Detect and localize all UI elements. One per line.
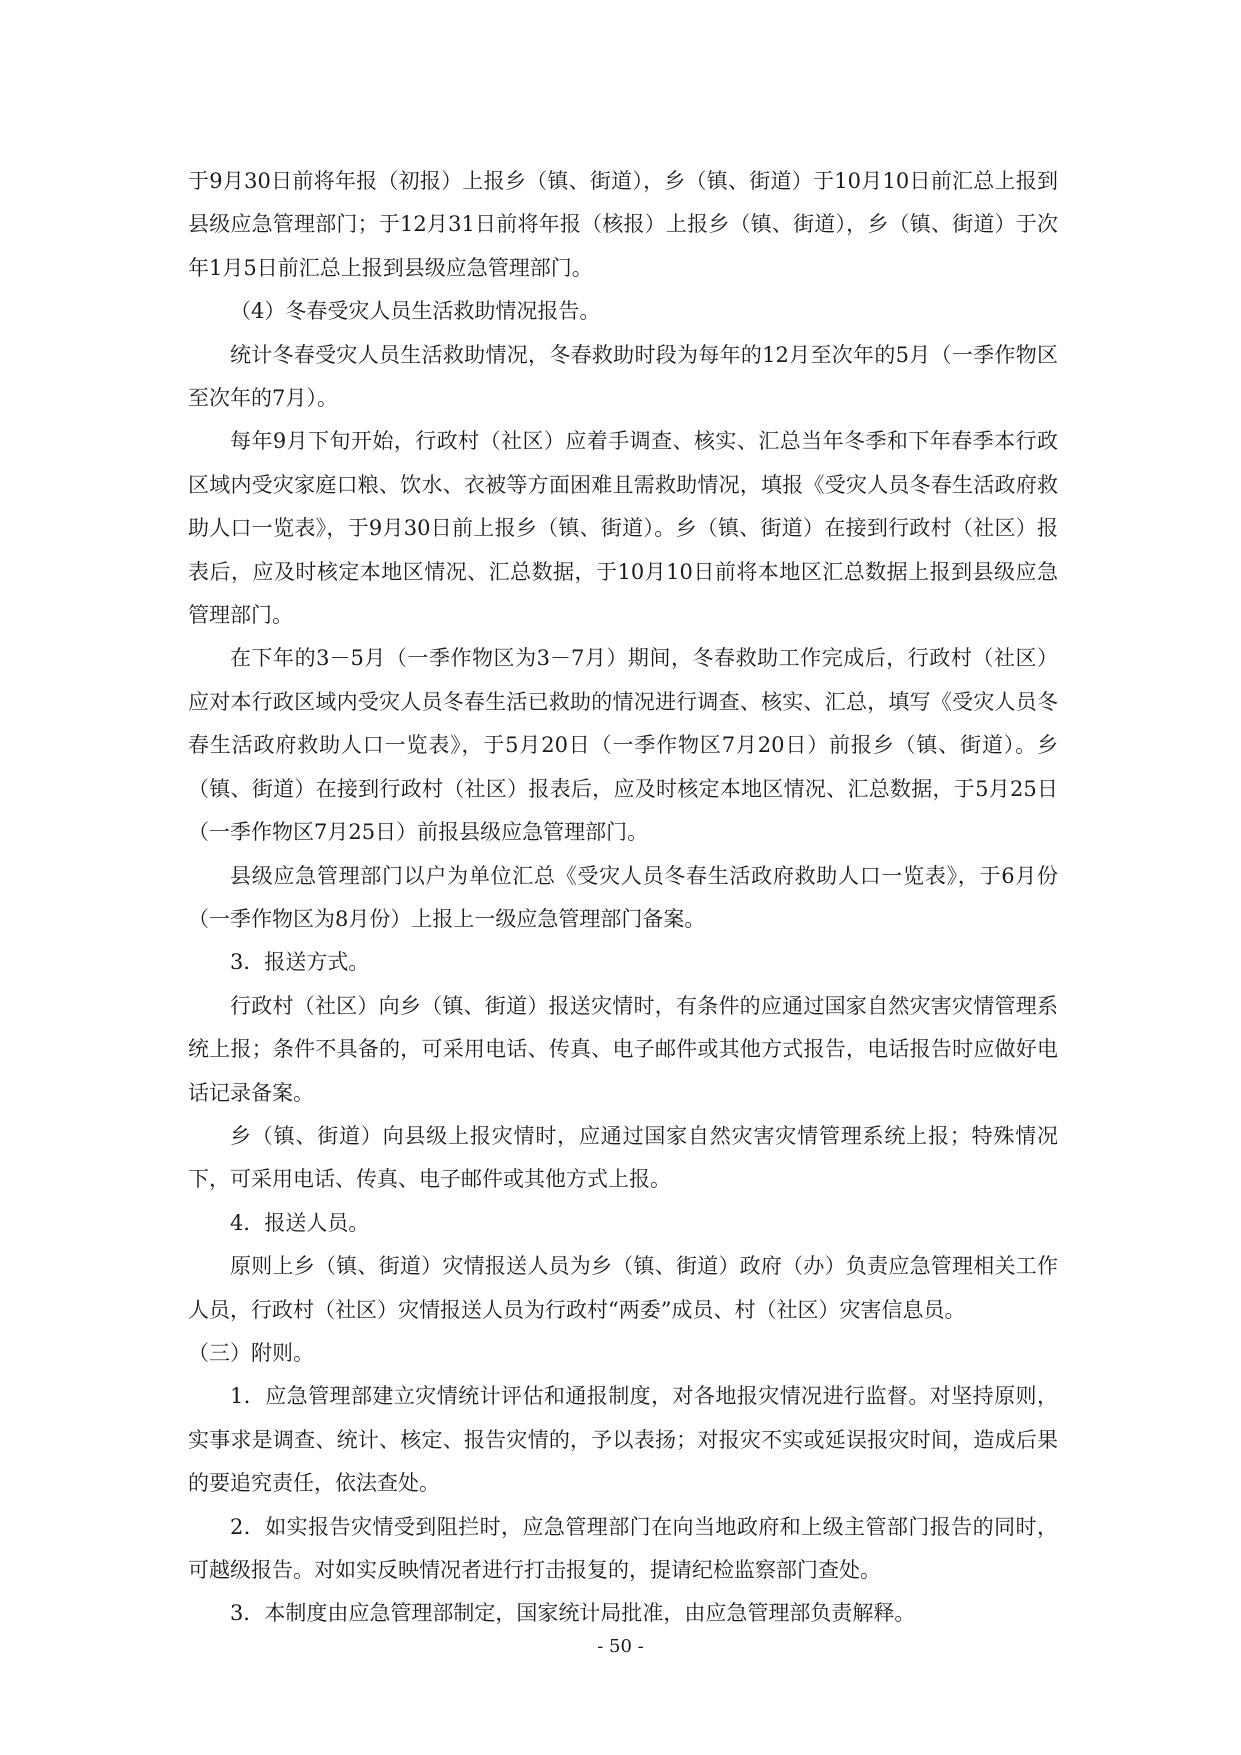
paragraph-1: 于9月30日前将年报（初报）上报乡（镇、街道），乡（镇、街道）于10月10日前汇总上报到县级应急管理部门；于12月31日前将年报（核报）上报乡（镇、街道），乡（镇、街道）于次年1月5日前汇总上报到县级应急管理部门。 <box>188 169 1058 280</box>
paragraph-13: 1．应急管理部建立灾情统计评估和通报制度，对各地报灾情况进行监督。对坚持原则，实事求是调查、统计、核定、报告灾情的，予以表扬；对报灾不实或延误报灾时间，造成后果的要追究责任，依法查处。 <box>188 1384 1058 1496</box>
paragraph-11: 原则上乡（镇、街道）灾情报送人员为乡（镇、街道）政府（办）负责应急管理相关工作人员，行政村（社区）灾情报送人员为行政村“两委”成员、村（社区）灾害信息员。 <box>188 1254 1058 1322</box>
body-text <box>188 160 1058 1636</box>
paragraph-8: 行政村（社区）向乡（镇、街道）报送灾情时，有条件的应通过国家自然灾害灾情管理系统上报；条件不具备的，可采用电话、传真、电子邮件或其他方式报告，电话报告时应做好电话记录备案。 <box>188 993 1058 1105</box>
paragraph-3: 统计冬春受灾人员生活救助情况，冬春救助时段为每年的12月至次年的5月（一季作物区至次年的7月）。 <box>188 342 1058 411</box>
paragraph-15: 3．本制度由应急管理部制定，国家统计局批准，由应急管理部负责解释。 <box>230 1601 916 1626</box>
paragraph-2: （4）冬春受灾人员生活救助情况报告。 <box>230 299 601 324</box>
section-heading-reporting-method: 3．报送方式。 <box>230 950 370 975</box>
paragraph-14: 2．如实报告灾情受到阻拦时，应急管理部门在向当地政府和上级主管部门报告的同时，可越级报告。对如实反映情况者进行打击报复的，提请纪检监察部门查处。 <box>188 1514 1058 1582</box>
page-number: - 50 - <box>597 1636 644 1657</box>
paragraph-4: 每年9月下旬开始，行政村（社区）应着手调查、核实、汇总当年冬季和下年春季本行政区域内受灾家庭口粮、饮水、衣被等方面困难且需救助情况，填报《受灾人员冬春生活政府救助人口一览表》，于9月30日前上报乡（镇、街道）。乡（镇、街道）在接到行政村（社区）报表后，应及时核定本地区情况、汇总数据，于10月10日前将本地区汇总数据上报到县级应急管理部门。 <box>188 429 1058 628</box>
section-heading-reporting-personnel: 4．报送人员。 <box>230 1210 370 1235</box>
paragraph-9: 乡（镇、街道）向县级上报灾情时，应通过国家自然灾害灾情管理系统上报；特殊情况下，可采用电话、传真、电子邮件或其他方式上报。 <box>188 1123 1058 1192</box>
section-heading-supplementary: （三）附则。 <box>188 1340 314 1365</box>
paragraph-6: 县级应急管理部门以户为单位汇总《受灾人员冬春生活政府救助人口一览表》，于6月份（一季作物区为8月份）上报上一级应急管理部门备案。 <box>188 863 1058 931</box>
paragraph-5: 在下年的3－5月（一季作物区为3－7月）期间，冬春救助工作完成后，行政村（社区）应对本行政区域内受灾人员冬春生活已救助的情况进行调查、核实、汇总，填写《受灾人员冬春生活政府救助人口一览表》，于5月20日（一季作物区7月20日）前报乡（镇、街道）。乡（镇、街道）在接到行政村（社区）报表后，应及时核定本地区情况、汇总数据，于5月25日（一季作物区7月25日）前报县级应急管理部门。 <box>188 646 1058 845</box>
